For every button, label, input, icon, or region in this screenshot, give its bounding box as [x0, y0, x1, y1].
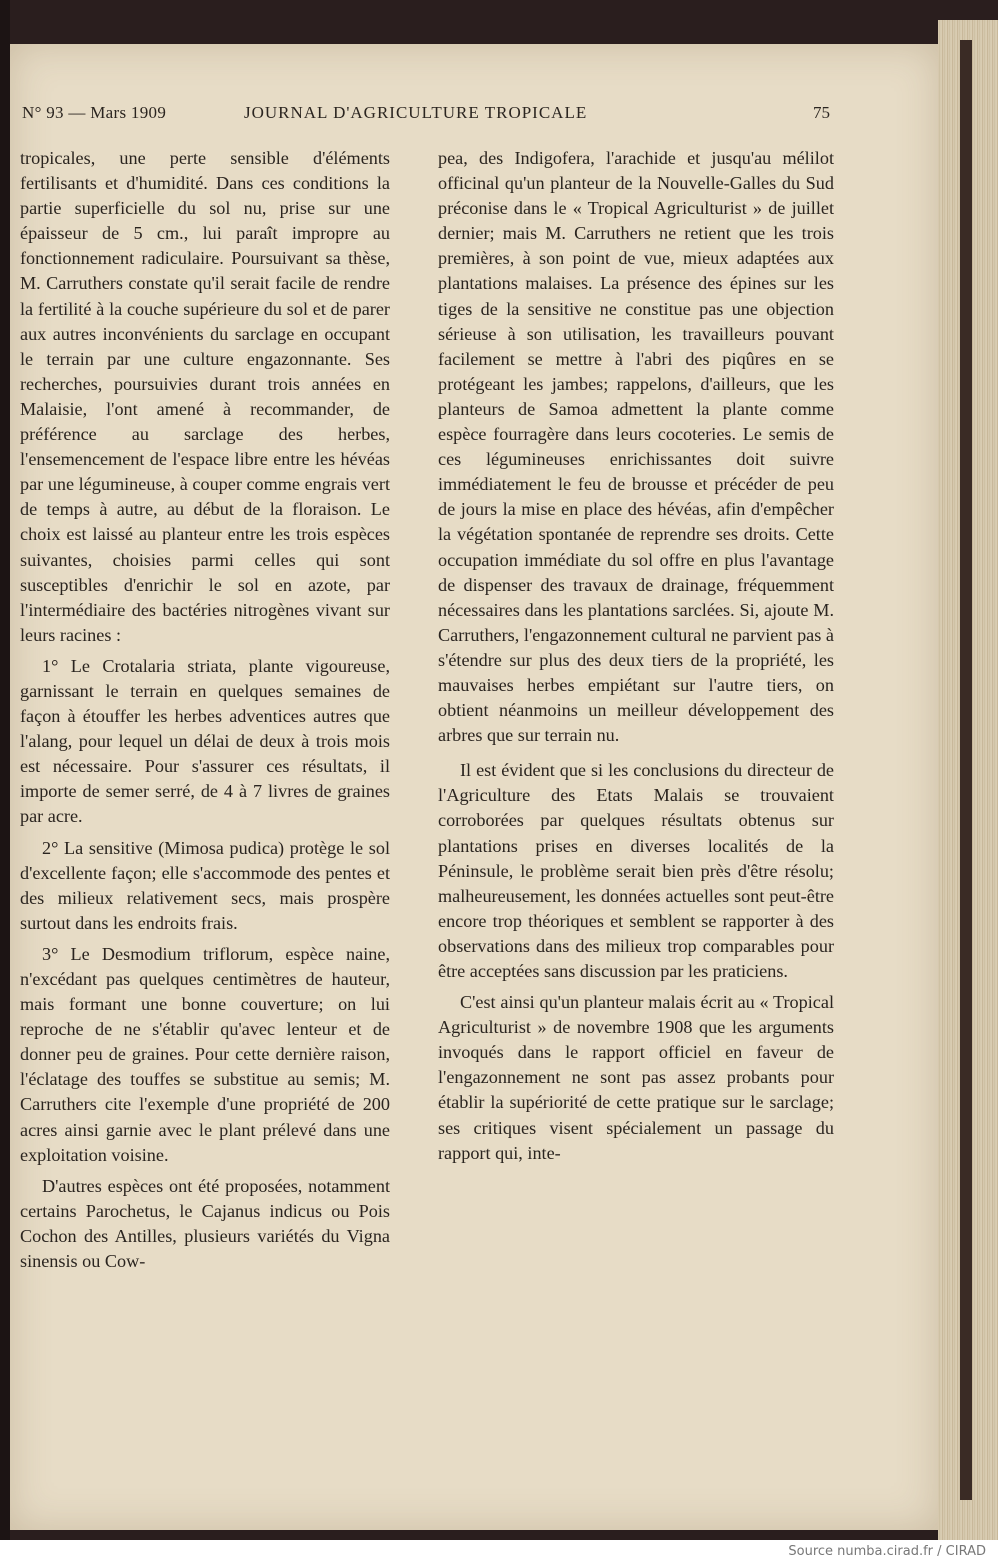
paragraph: 2° La sensitive (Mimosa pudica) protège le sol d'excellente façon; elle s'accommode des pentes et des milieux relativement secs, mais prospère surtout dans les endroits frais.	[20, 837, 390, 933]
paragraph: tropicales, une perte sensible d'éléments fertilisants et d'humidité. Dans ces conditions la partie superficielle du sol nu, prise sur une épaisseur de 5 cm., lui paraît impropre au fonctionnement radiculaire. Poursuivant sa thèse, M. Carruthers constate qu'il serait facile de rendre la fertilité à la couche supérieure du sol et de parer aux autres inconvénients du sarclage en occupant le terrain par une culture engazonnante. Ses recherches, poursuivies durant trois années en Malaisie, l'ont amené à recommander, de préférence au sarclage des herbes, l'ensemencement de l'espace libre entre les hévéas par une légumineuse, à couper comme engrais vert de temps à autre, au début de la floraison. Le choix est laissé au planteur entre les trois espèces suivantes, choisies parmi celles qui sont susceptibles d'enrichir le sol en azote, par l'intermédiaire des bactéries nitrogènes vivant sur leurs racines :	[20, 148, 390, 645]
issue-label: N° 93 — Mars 1909	[22, 103, 167, 122]
paragraph: 1° Le Crotalaria striata, plante vigoureuse, garnissant le terrain en quelques semaines de façon à étouffer les herbes adventices autres que l'alang, pour lequel un délai de deux à trois mois est nécessaire. Pour s'assurer ces résultats, il importe de semer serré, de 4 à 7 livres de graines par acre.	[20, 655, 390, 827]
running-header	[22, 103, 830, 125]
paragraph: D'autres espèces ont été proposées, notamment certains Parochetus, le Cajanus indicus ou Pois Cochon des Antilles, plusieurs variétés du Vigna sinensis ou Cow-	[20, 1175, 390, 1272]
binding-strip	[0, 0, 10, 1540]
left-column	[20, 146, 390, 1274]
paragraph: 3° Le Desmodium triflorum, espèce naine, n'excédant pas quelques centimètres de hauteur, mais formant une bonne couverture; on lui reproche de ne s'établir qu'avec lenteur et de donner peu de graines. Pour cette dernière raison, l'éclatage des touffes se substitue au semis; M. Carruthers cite l'exemple d'une propriété de 200 acres ainsi garnie avec le plant prélevé dans une exploitation voisine.	[20, 943, 390, 1165]
source-credit: Source numba.cirad.fr / CIRAD	[788, 1544, 986, 1559]
book-spine-shadow	[960, 40, 972, 1500]
paragraph: Il est évident que si les conclusions du directeur de l'Agriculture des Etats Malais se trouvaient corroborées par quelques résultats obtenus sur plantations prises en diverses localités de la Péninsule, le problème serait bien près d'être résolu; malheureusement, les données actuelles sont peut-être encore trop théoriques et semblent se rapporter à des observations dans des milieux trop comparables pour être acceptées sans discussion par les praticiens.	[438, 760, 834, 981]
right-column	[438, 146, 834, 1166]
paragraph: C'est ainsi qu'un planteur malais écrit au « Tropical Agriculturist » de novembre 1908 que les arguments invoqués dans le rapport officiel en faveur de l'engazonnement ne sont pas assez probants pour établir la supériorité de cette pratique sur le sarclage; ses critiques visent spécialement un passage du rapport qui, inte-	[438, 992, 834, 1163]
journal-title: JOURNAL D'AGRICULTURE TROPICALE	[244, 103, 588, 122]
page-number: 75	[813, 103, 830, 122]
paragraph: pea, des Indigofera, l'arachide et jusqu'au mélilot officinal qu'un planteur de la Nouvelle-Galles du Sud préconise dans le « Tropical Agriculturist » de juillet dernier; mais M. Carruthers ne retient que les trois premières, à son point de vue, mieux adaptées aux plantations malaises. La présence des épines sur les tiges de la sensitive ne constitue pas une objection sérieuse à son utilisation, les travailleurs pouvant facilement se mettre à l'abri des piqûres en se protégeant les jambes; rappelons, d'ailleurs, que les planteurs de Samoa admettent la plante comme espèce fourragère dans leurs cocoteries. Le semis de ces légumineuses enrichissantes doit suivre immédiatement le feu de brousse et précéder de peu de jours la mise en place des hévéas, afin d'empêcher la végétation spontanée de reprendre ses droits. Cette occupation immédiate du sol offre en plus l'avantage de dispenser des travaux de drainage, fréquemment nécessaires dans les plantations sarclées. Si, ajoute M. Carruthers, l'engazonnement cultural ne parvient pas à s'étendre sur plus des deux tiers de la propriété, les mauvaises herbes empiétant sur l'autre tiers, on obtient néanmoins un meilleur développement des arbres que sur terrain nu.	[438, 148, 834, 746]
footer	[0, 1540, 998, 1566]
